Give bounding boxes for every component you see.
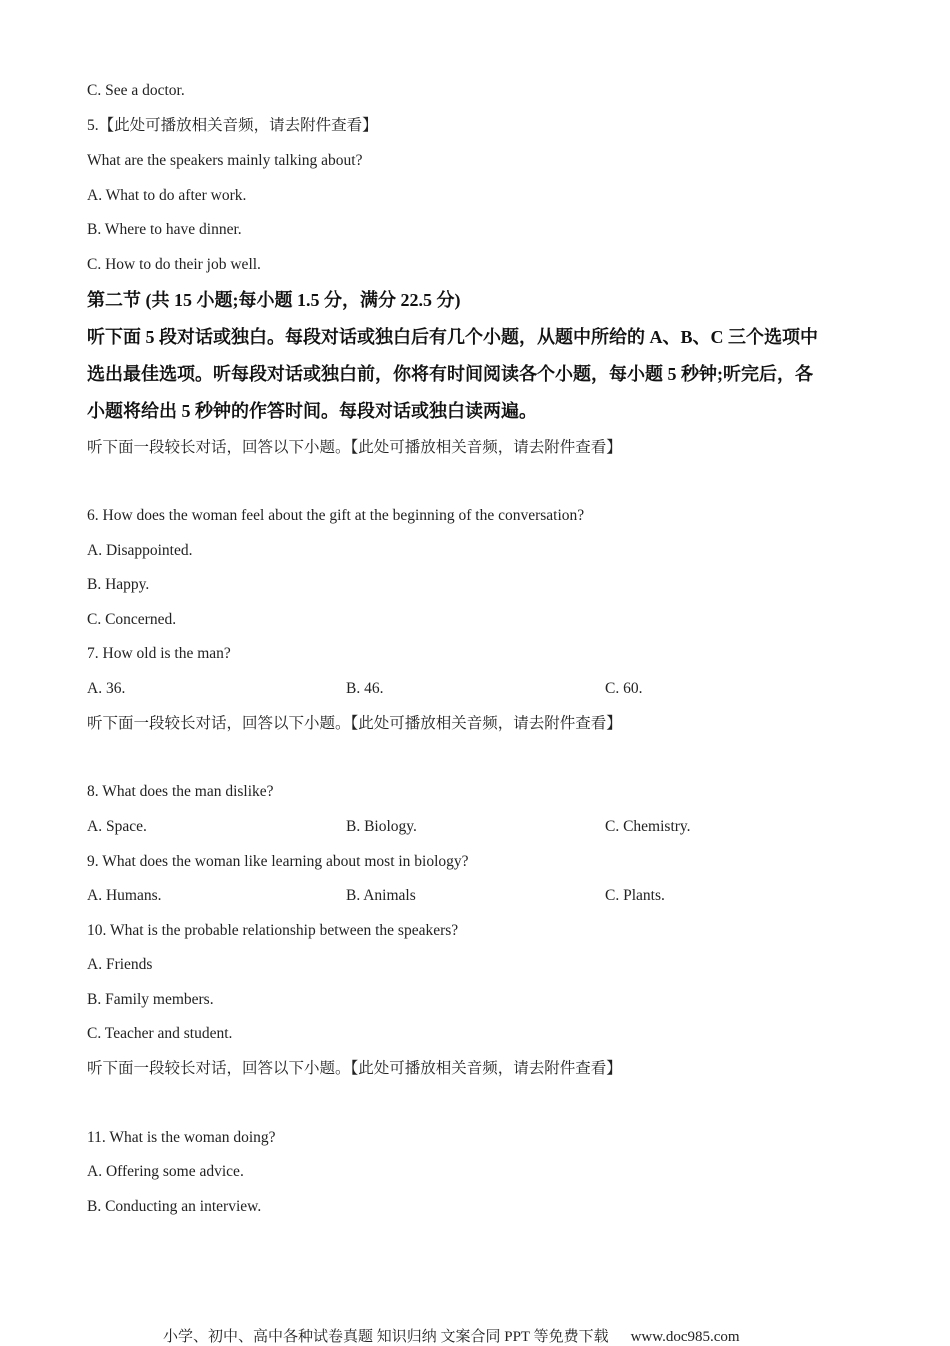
- q10-question: 10. What is the probable relationship between the speakers?: [87, 922, 459, 939]
- q5-audio-note: 5.【此处可播放相关音频，请去附件查看】: [87, 117, 378, 134]
- audio-note-3: 听下面一段较长对话，回答以下小题。【此处可播放相关音频，请去附件查看】: [87, 1060, 622, 1077]
- q9-option-b: B. Animals: [346, 887, 416, 904]
- q10-option-a: A. Friends: [87, 956, 153, 973]
- q5-question: What are the speakers mainly talking about?: [87, 152, 363, 169]
- q8-option-b: B. Biology.: [346, 818, 417, 835]
- q11-option-b: B. Conducting an interview.: [87, 1198, 262, 1215]
- section2-title: 第二节 (共 15 小题;每小题 1.5 分，满分 22.5 分): [87, 290, 461, 310]
- q8-option-a: A. Space.: [87, 818, 147, 835]
- q6-option-a: A. Disappointed.: [87, 542, 193, 559]
- q5-option-c: C. How to do their job well.: [87, 256, 261, 273]
- q7-option-a: A. 36.: [87, 680, 126, 697]
- q7-question: 7. How old is the man?: [87, 645, 231, 662]
- q10-option-c: C. Teacher and student.: [87, 1025, 233, 1042]
- page-footer: [163, 1325, 740, 1346]
- q6-option-c: C. Concerned.: [87, 611, 177, 628]
- q7-option-b: B. 46.: [346, 680, 384, 697]
- q6-question: 6. How does the woman feel about the gift at the beginning of the conversation?: [87, 507, 585, 524]
- q11-question: 11. What is the woman doing?: [87, 1129, 276, 1146]
- q5-option-b: B. Where to have dinner.: [87, 221, 242, 238]
- q8-question: 8. What does the man dislike?: [87, 783, 274, 800]
- section2-instruction-2: 选出最佳选项。听每段对话或独白前，你将有时间阅读各个小题，每小题 5 秒钟;听完后，各: [87, 364, 813, 384]
- section2-instruction-3: 小题将给出 5 秒钟的作答时间。每段对话或独白读两遍。: [87, 401, 537, 421]
- q8-option-c: C. Chemistry.: [605, 818, 691, 835]
- footer-url[interactable]: www.doc985.com: [630, 1329, 740, 1345]
- section2-instruction-1: 听下面 5 段对话或独白。每段对话或独白后有几个小题，从题中所给的 A、B、C 三个选项中: [87, 327, 818, 347]
- q7-option-c: C. 60.: [605, 680, 643, 697]
- q5-option-a: A. What to do after work.: [87, 187, 247, 204]
- q6-option-b: B. Happy.: [87, 576, 150, 593]
- q9-option-a: A. Humans.: [87, 887, 162, 904]
- q9-question: 9. What does the woman like learning about most in biology?: [87, 853, 469, 870]
- q10-option-b: B. Family members.: [87, 991, 214, 1008]
- q4-option-c: C. See a doctor.: [87, 82, 185, 99]
- q9-option-c: C. Plants.: [605, 887, 665, 904]
- q11-option-a: A. Offering some advice.: [87, 1163, 244, 1180]
- audio-note-2: 听下面一段较长对话，回答以下小题。【此处可播放相关音频，请去附件查看】: [87, 715, 622, 732]
- footer-text: 小学、初中、高中各种试卷真题 知识归纳 文案合同 PPT 等免费下载: [163, 1329, 609, 1345]
- audio-note-1: 听下面一段较长对话，回答以下小题。【此处可播放相关音频，请去附件查看】: [87, 439, 622, 456]
